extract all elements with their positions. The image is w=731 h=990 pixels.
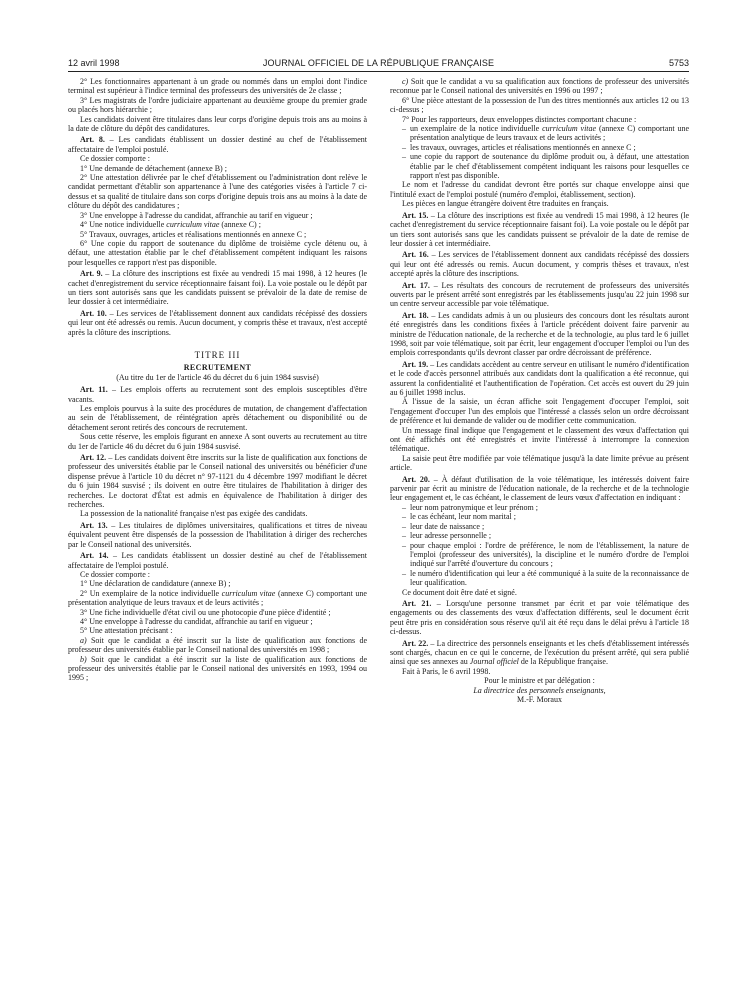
list-item: – leur date de naissance ; (402, 522, 689, 531)
paragraph: Les candidats doivent être titulaires dans leur corps d'origine depuis trois ans au moins à la date de clôture du dépôt des candidatures. (68, 114, 367, 134)
page-header (68, 58, 689, 70)
article-number: Art. 20. (402, 474, 430, 484)
article-8 (68, 135, 367, 154)
italic-text: La directrice des personnels enseignants, (473, 685, 606, 695)
signing-place-date: Fait à Paris, le 6 avril 1998. (402, 666, 491, 676)
signature-title (390, 686, 689, 695)
article-11 (68, 385, 367, 404)
article-12 (68, 453, 367, 509)
header-journal-title: JOURNAL OFFICIEL DE LA RÉPUBLIQUE FRANÇAISE (262, 58, 495, 68)
text: Soit que le candidat a été inscrit sur la liste de qualification aux fonctions de professeur des universités établie par le Conseil national des universités en 1998 ; (68, 635, 367, 655)
article-text: – Lorsqu'une personne transmet par écrit et par voie télématique des engagements ou des classements des vœux d'affectation différents, seul le document écrit peut être pris en considération sous réserve qu'il ait été reçu dans le délai prévu à l'article 18 ci-dessus. (390, 598, 689, 637)
article-number: Art. 11. (80, 385, 108, 395)
paragraph (68, 655, 367, 683)
article-text: – Les services de l'établissement donnent aux candidats récépissé des dossiers qui leur ont été adressés ou remis. Aucun document, y compris thèse et travaux, n'est accepté après la clôture des inscriptions. (68, 308, 367, 337)
italic-text: curriculum vitae (542, 124, 597, 134)
list-item: – leur adresse personnelle ; (402, 531, 689, 540)
section-subtitle: (Au titre du 1er de l'article 46 du décret du 6 juin 1984 susvisé) (116, 372, 319, 382)
article-number: Art. 9. (80, 269, 103, 279)
text: Soit que le candidat a vu sa qualification aux fonctions de professeur des universités reconnue par le Conseil national des universités en 1996 ou 1997 ; (390, 77, 689, 96)
header-rule (68, 71, 689, 72)
section-title: TITRE III (194, 349, 241, 360)
list-item: – une copie du rapport de soutenance du diplôme produit ou, à défaut, une attestation établie par le chef d'établissement compétent indiquant les raisons pour lesquelles ce rapport n'est pas disponible. (402, 152, 689, 180)
article-text: de la République française. (518, 657, 608, 667)
list-item: – pour chaque emploi : l'ordre de préférence, le nom de l'établissement, la nature de l'emploi (professeur des universités), la discipline et le numéro d'ordre de l'emploi indiqué sur l'arrêté d'ouverture du concours ; (402, 541, 689, 569)
article-number: Art. 19. (402, 359, 429, 369)
paragraph: 3° Les magistrats de l'ordre judiciaire appartenant au deuxième groupe du premier grade ou placés hors hiérarchie ; (68, 95, 367, 115)
article-text: – Les candidats admis à un ou plusieurs des concours dont les résultats auront été enregistrés dans les conditions fixées à l'article précédent doivent faire parvenir au ministre de l'éducation nationale, de la recherche et de la technologie, au plus tard le 6 juillet 1998, soit par voie télématique, soit par écrit, leur engagement d'occuper l'emploi ou l'un des emplois correspondants qu'ils devront classer par ordre décroissant de préférence. (390, 310, 689, 358)
article-number: Art. 15. (402, 210, 429, 220)
paragraph (68, 220, 367, 229)
list-item: – le numéro d'identification qui leur a été communiqué à la suite de la reconnaissance de leur qualification. (402, 569, 689, 588)
paragraph: Un message final indique que l'engagement et le classement des vœux d'affectation qui ont été affichés ont été enregistrés et invite l'intéressé à interrompre la connexion télématique. (390, 425, 689, 454)
article-text: – Les candidats établissent un dossier destiné au chef de l'établissement affectataire de l'emploi postulé. (68, 551, 367, 570)
article-14 (68, 551, 367, 570)
italic-text: curriculum vitae (221, 588, 276, 598)
text: (annexe C) comportant une présentation analytique de leurs travaux et de leurs activités ; (410, 124, 689, 143)
header-date: 12 avril 1998 (68, 58, 120, 68)
article-number: Art. 21. (402, 598, 432, 608)
paragraph: 5° Travaux, ouvrages, articles et réalisations mentionnés en annexe C ; (80, 229, 307, 239)
article-text: – Les candidats doivent être inscrits sur la liste de qualification aux fonctions de professeur des universités établie par le Conseil national des universités ou bénéficier d'une dispense prévue à l'article 10 du décret n° 97-1121 du 4 décembre 1997 modifiant le décret du 6 juin 1984 susvisé ; ils doivent en outre être titulaires de l'habilitation à diriger des recherches. Le doctorat d'État est admis en équivalence de l'habilitation à diriger des recherches. (68, 453, 367, 510)
list-item: – le cas échéant, leur nom marital ; (402, 512, 689, 521)
article-text: – Les titulaires de diplômes universitaires, qualifications et titres de niveau équivalent peuvent être dispensés de la possession de l'habilitation à diriger des recherches par le Conseil national des universités. (68, 520, 367, 549)
article-16 (390, 250, 689, 278)
article-number: Art. 8. (80, 135, 105, 145)
article-9 (68, 269, 367, 307)
item-letter: a) (80, 635, 87, 645)
article-15 (390, 211, 689, 249)
article-17 (390, 281, 689, 309)
paragraph: La saisie peut être modifiée par voie télématique jusqu'à la date limite prévue au présent article. (390, 453, 689, 473)
article-text: – À défaut d'utilisation de la voie télématique, les intéressés doivent faire parvenir par écrit au ministre de l'éducation nationale, de la recherche et de la technologie leur engagement et, le cas échéant, le classement de leurs vœux d'affectation en indiquant : (390, 474, 689, 503)
paragraph (390, 77, 689, 96)
item-letter: b) (80, 654, 87, 664)
article-number: Art. 16. (402, 250, 429, 260)
paragraph: Les emplois pourvus à la suite des procédures de mutation, de changement d'affectation au sein de l'établissement, de réintégration après détachement ou disponibilité ou de détachement seront retirés des concours de recrutement. (68, 404, 367, 432)
paragraph (68, 636, 367, 655)
article-number: Art. 13. (80, 520, 108, 530)
article-text: – Les services de l'établissement donnent aux candidats récépissé des dossiers qui leur ont été adressés ou remis. Aucun document, y compris thèses et travaux, n'est accepté après la clôture des inscriptions. (390, 250, 689, 279)
text: 2° Un exemplaire de la notice individuelle (80, 588, 222, 598)
article-text: – Les résultats des concours de recrutement de professeurs des universités ouverts par le présent arrêté sont enregistrés par les établissements jusqu'au 22 juin 1998 sur un centre serveur accessible par voie télématique. (390, 280, 689, 309)
article-text: – Les emplois offerts au recrutement sont des emplois susceptibles d'être vacants. (68, 385, 367, 404)
text: (annexe C) ; (219, 220, 261, 230)
article-text: – La directrice des personnels enseignants et les chefs d'établissement intéressés sont chargés, chacun en ce qui le concerne, de l'exécution du présent arrêté, qui sera publié ainsi que ses annexes au (390, 638, 689, 667)
article-number: Art. 18. (402, 310, 429, 320)
signatory-name: M.-F. Moraux (517, 695, 562, 704)
list-item: – les travaux, ouvrages, articles et réalisations mentionnés en annexe C ; (402, 143, 689, 152)
article-text: – La clôture des inscriptions est fixée au vendredi 15 mai 1998, à 12 heures (le cachet d'enregistrement du service réceptionnaire faisant foi). La voie postale ou le dépôt par un tiers sont autorisés sans que les candidats puissent se prévaloir de la date de remise de leur dossier à cet intermédiaire. (390, 210, 690, 248)
article-number: Art. 14. (80, 551, 109, 561)
signature-line: Pour le ministre et par délégation : (484, 676, 595, 686)
text: 4° Une notice individuelle (80, 220, 167, 230)
list-item (402, 124, 689, 143)
right-column (390, 77, 689, 704)
text: (annexe C) comportant une présentation analytique de leurs travaux et de leurs activités ; (68, 588, 367, 608)
paragraph: 7° Pour les rapporteurs, deux enveloppes distinctes comportant chacune : (402, 114, 637, 124)
paragraph: Ce dossier comporte : (80, 154, 150, 164)
article-10 (68, 309, 367, 337)
dash-list (390, 124, 689, 180)
paragraph: Le nom et l'adresse du candidat devront être portés sur chaque enveloppe ainsi que l'intitulé exact de l'emploi postulé (numéro d'emploi, établissement, section). (390, 180, 689, 199)
article-number: Art. 17. (402, 280, 430, 290)
list-item: – leur nom patronymique et leur prénom ; (402, 503, 689, 512)
article-number: Art. 10. (80, 308, 107, 318)
article-text: – Les candidats établissent un dossier destiné au chef de l'établissement affectataire de l'emploi postulé. (68, 135, 367, 154)
italic-text: Journal officiel (469, 657, 519, 667)
paragraph: 6° Une pièce attestant de la possession de l'un des titres mentionnés aux articles 12 ou 13 ci-dessus ; (390, 95, 689, 115)
paragraph: La possession de la nationalité française n'est pas exigée des candidats. (80, 509, 308, 519)
article-18 (390, 311, 689, 358)
section-heading: RECRUTEMENT (183, 363, 252, 373)
article-text: – La clôture des inscriptions est fixée au vendredi 15 mai 1998, à 12 heures (le cachet d'enregistrement du service réceptionnaire faisant foi). La voie postale ou le dépôt par un tiers sont autorisés sans que les candidats puissent se prévaloir de la date de remise de leur dossier à cet intermédiaire. (68, 269, 368, 307)
text: Soit que le candidat a été inscrit sur la liste de qualification aux fonctions de professeur des universités établie par le Conseil national des universités en 1993, 1994 ou 1995 ; (68, 654, 367, 683)
item-letter: c) (402, 77, 409, 86)
left-column (68, 77, 367, 683)
paragraph: 4° Une enveloppe à l'adresse du candidat, affranchie au tarif en vigueur ; (80, 616, 313, 626)
article-20 (390, 475, 689, 503)
paragraph: À l'issue de la saisie, un écran affiche soit l'engagement d'occuper l'emploi, soit l'engagement d'occuper l'un des emplois que l'intéressé a classés selon un ordre décroissant de préférence et lui demande de valider ou de modifier cette communication. (390, 397, 689, 426)
paragraph: 3° Une fiche individuelle d'état civil ou une photocopie d'une pièce d'identité ; (80, 607, 331, 617)
dash-list (390, 503, 689, 588)
paragraph: 3° Une enveloppe à l'adresse du candidat, affranchie au tarif en vigueur ; (80, 210, 313, 220)
paragraph: 1° Une déclaration de candidature (annexe B) ; (80, 579, 231, 589)
article-text: – Les candidats accèdent au centre serveur en utilisant le numéro d'identification et le code d'accès personnel attribués aux candidats dont la qualification a été reconnue, qui assurent la confidentialité et l'authentification de l'opération. Cet accès est ouvert du 29 juin au 6 juillet 1998 inclus. (390, 359, 689, 397)
paragraph: Ce dossier comporte : (80, 569, 150, 579)
article-19 (390, 360, 689, 398)
paragraph: 1° Une demande de détachement (annexe B) ; (80, 163, 227, 173)
article-22 (390, 639, 689, 667)
paragraph: Sous cette réserve, les emplois figurant en annexe A sont ouverts au recrutement au titre du 1er de l'article 46 du décret du 6 juin 1984 susvisé. (68, 432, 367, 451)
italic-text: curriculum vitae (166, 220, 220, 230)
article-number: Art. 22. (402, 638, 429, 648)
article-21 (390, 599, 689, 637)
paragraph: 2° Une attestation délivrée par le chef d'établissement ou l'administration dont relève le candidat permettant d'établir son appartenance à l'une des catégories visées à l'article 7 ci-dessus et sa qualité de titulaire dans son corps d'origine depuis trois ans au moins à la date de clôture du dépôt des candidatures ; (68, 173, 367, 211)
header-page-number: 5753 (668, 58, 689, 68)
paragraph: 5° Une attestation précisant : (80, 626, 173, 636)
paragraph: 2° Les fonctionnaires appartenant à un grade ou nommés dans un emploi dont l'indice terminal est supérieur à l'indice terminal des professeurs des universités de 2e classe ; (68, 77, 367, 96)
paragraph: Ce document doit être daté et signé. (402, 587, 517, 597)
paragraph (68, 589, 367, 608)
paragraph: 6° Une copie du rapport de soutenance du diplôme de troisième cycle détenu ou, à défaut, une attestation établie par le chef d'établissement compétent indiquant les raisons pour lesquelles ce rapport n'est pas disponible. (68, 238, 367, 267)
article-13 (68, 521, 367, 549)
paragraph: Les pièces en langue étrangère doivent être traduites en français. (402, 199, 609, 209)
article-number: Art. 12. (80, 453, 107, 463)
text: un exemplaire de la notice individuelle (410, 124, 543, 134)
